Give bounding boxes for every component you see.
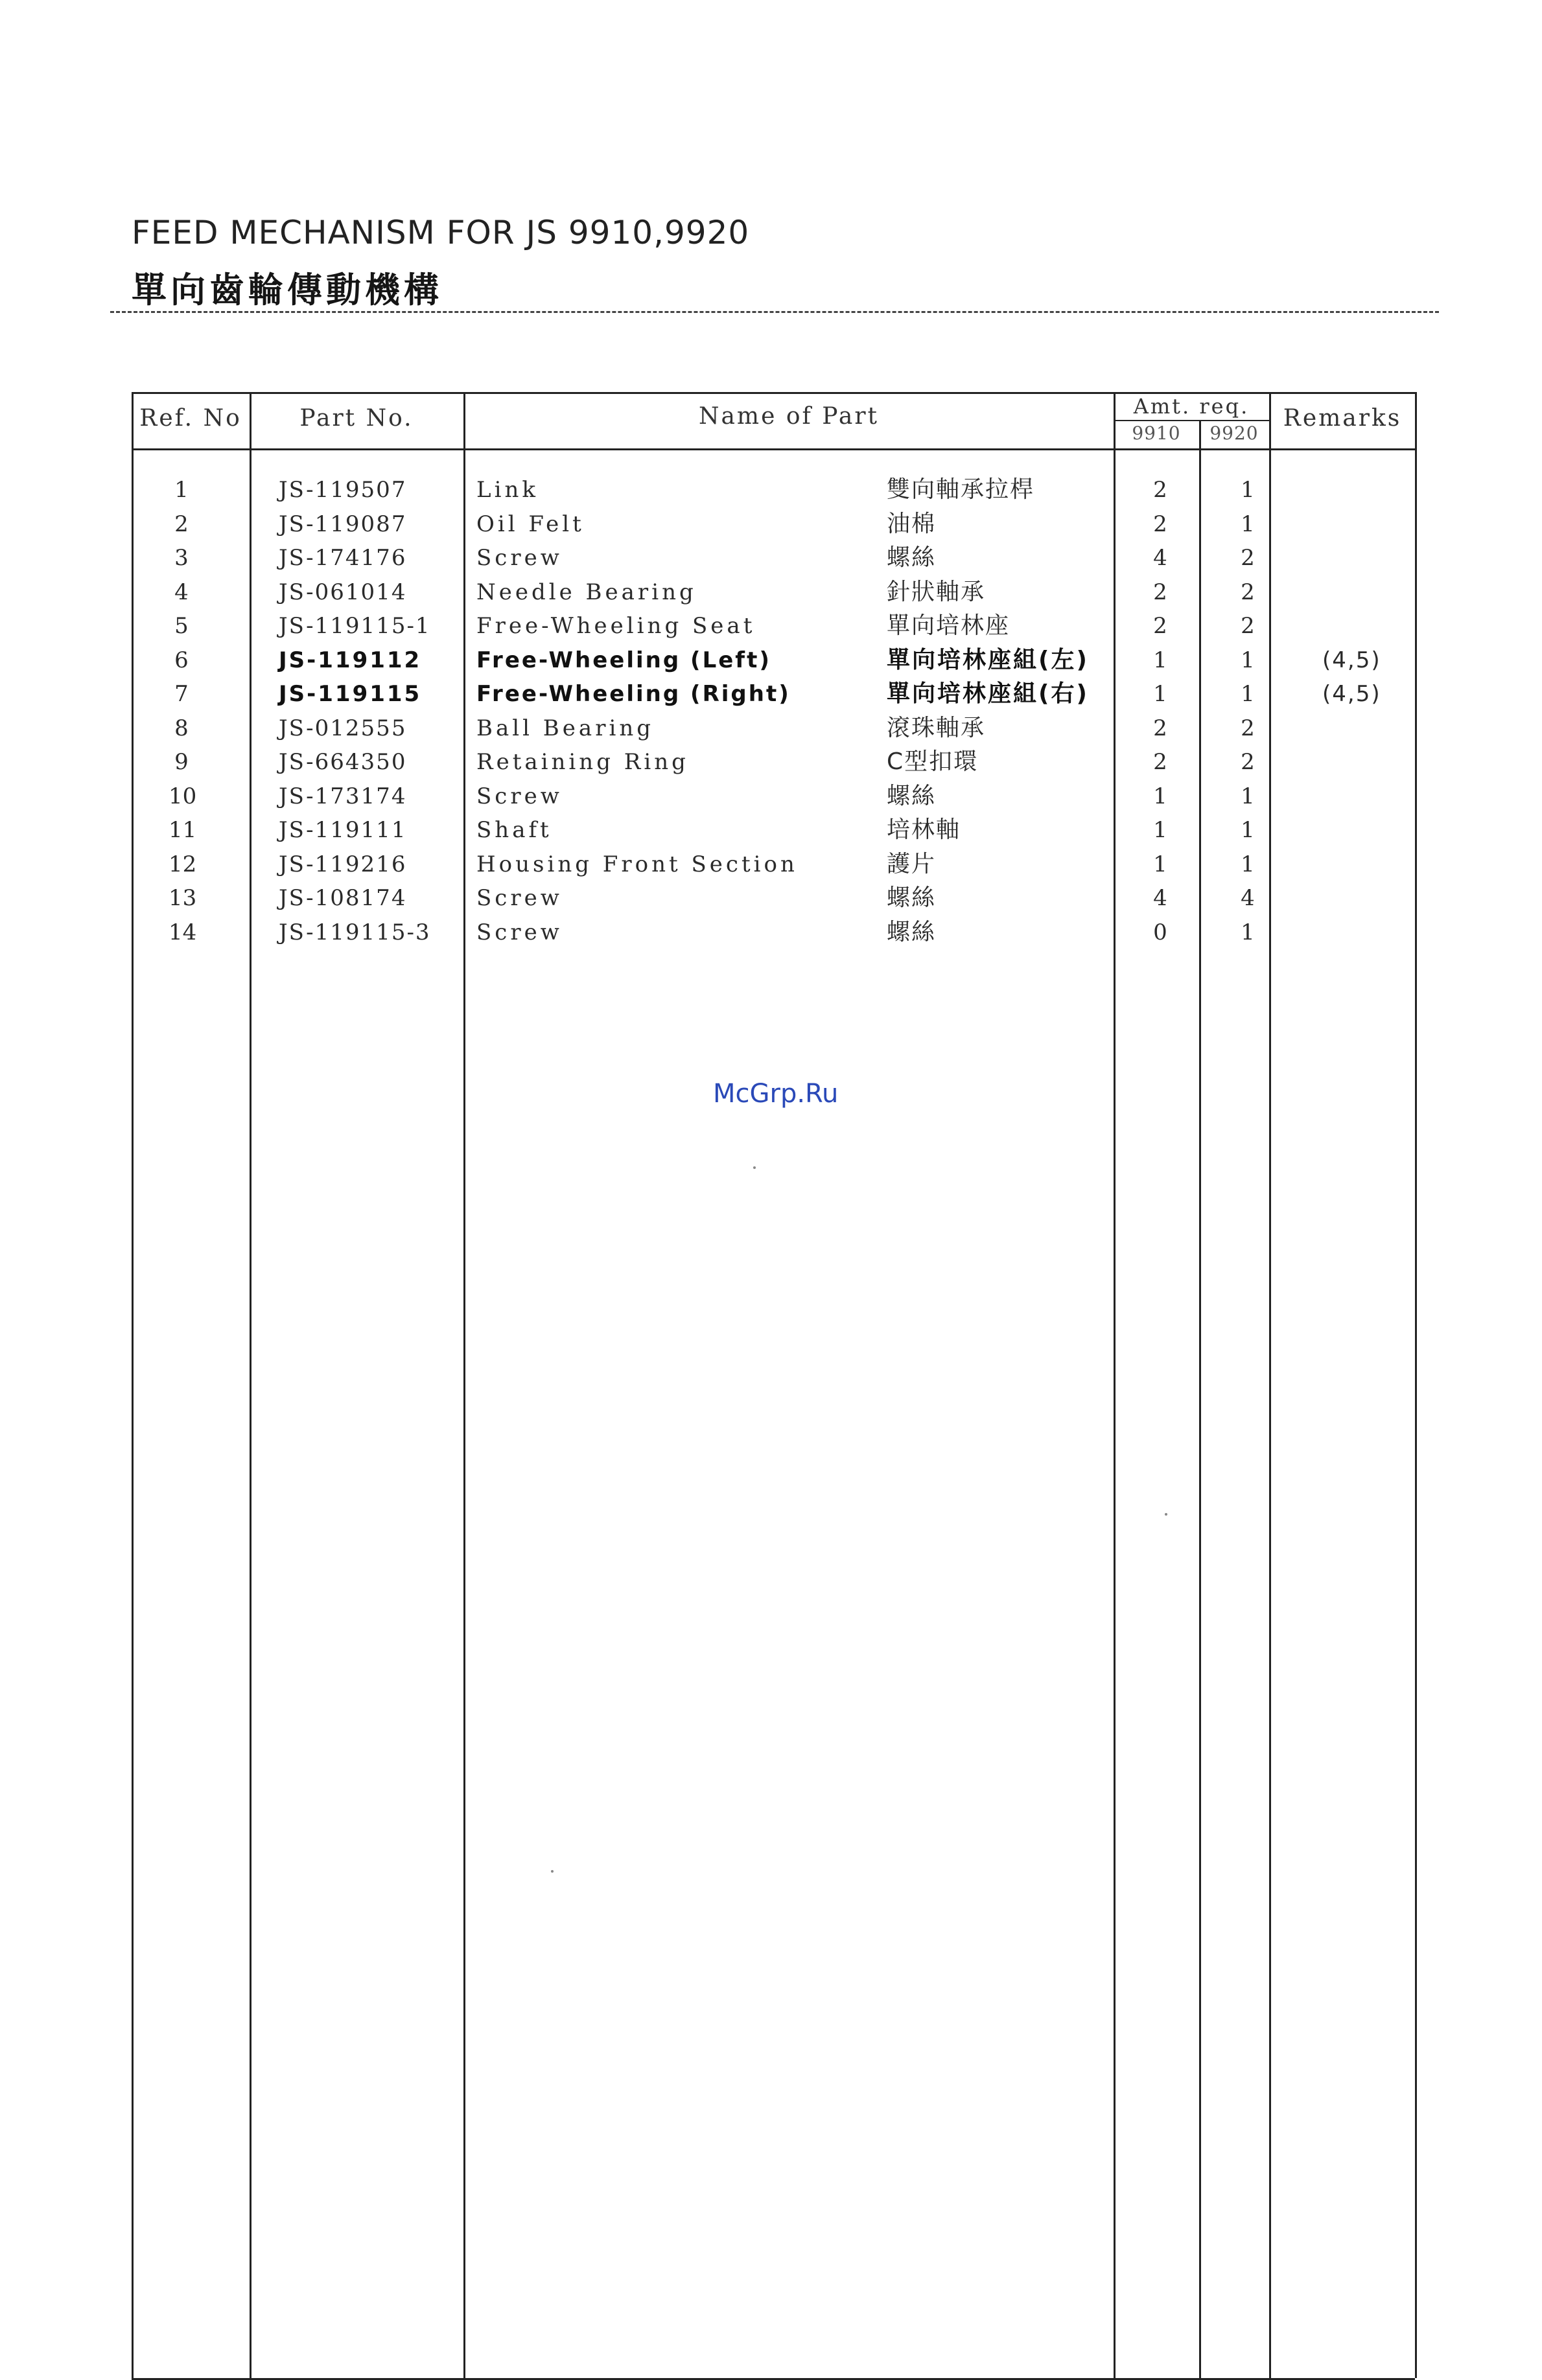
cell-part-no: JS-119087 xyxy=(279,511,407,537)
table-row xyxy=(0,507,1542,541)
cell-qty-9920: 2 xyxy=(1241,613,1255,639)
cell-part-name: Free-Wheeling (Right) xyxy=(476,681,791,707)
cell-qty-9910: 2 xyxy=(1153,511,1167,537)
cell-part-name: Oil Felt xyxy=(476,511,585,537)
cell-qty-9920: 4 xyxy=(1241,885,1255,911)
title-divider xyxy=(110,311,1439,313)
cell-qty-9910: 1 xyxy=(1153,681,1167,707)
scan-speck xyxy=(551,1870,554,1873)
cell-part-name-chinese: 螺絲 xyxy=(887,782,937,809)
header-amt-req: Amt. req. xyxy=(1133,394,1250,419)
cell-ref-no: 7 xyxy=(174,681,189,707)
cell-qty-9910: 1 xyxy=(1153,817,1167,843)
header-part-no: Part No. xyxy=(299,405,414,432)
table-row xyxy=(0,848,1542,881)
cell-part-name: Screw xyxy=(476,885,563,911)
cell-part-name: Screw xyxy=(476,919,563,945)
cell-qty-9910: 2 xyxy=(1153,749,1167,775)
cell-qty-9920: 1 xyxy=(1241,647,1255,673)
table-row xyxy=(0,916,1542,949)
cell-qty-9910: 2 xyxy=(1153,715,1167,741)
cell-qty-9920: 1 xyxy=(1241,919,1255,945)
cell-qty-9920: 1 xyxy=(1241,477,1255,503)
scan-speck xyxy=(753,1166,756,1169)
cell-qty-9910: 1 xyxy=(1153,647,1167,673)
cell-part-name-chinese: 單向培林座組(左) xyxy=(887,646,1089,673)
header-remarks: Remarks xyxy=(1283,405,1402,432)
header-ref-no: Ref. No xyxy=(139,405,242,432)
cell-part-no: JS-119507 xyxy=(279,477,407,503)
table-row xyxy=(0,780,1542,813)
cell-ref-no: 3 xyxy=(174,545,189,571)
cell-part-name: Screw xyxy=(476,545,563,571)
table-row xyxy=(0,677,1542,711)
cell-part-name-chinese: 單向培林座組(右) xyxy=(887,680,1089,707)
cell-ref-no: 5 xyxy=(174,613,189,639)
cell-qty-9910: 0 xyxy=(1153,919,1167,945)
header-amt-9910: 9910 xyxy=(1132,422,1181,444)
cell-part-name: Screw xyxy=(476,783,563,809)
cell-part-name-chinese: 螺絲 xyxy=(887,544,937,571)
cell-ref-no: 11 xyxy=(169,817,197,843)
cell-ref-no: 2 xyxy=(174,511,189,537)
cell-part-name-chinese: 雙向軸承拉桿 xyxy=(887,476,1035,503)
cell-part-no: JS-664350 xyxy=(279,749,407,775)
table-row xyxy=(0,541,1542,575)
table-row xyxy=(0,473,1542,507)
cell-ref-no: 10 xyxy=(169,783,197,809)
cell-qty-9910: 2 xyxy=(1153,613,1167,639)
cell-qty-9920: 1 xyxy=(1241,851,1255,877)
cell-part-name-chinese: C型扣環 xyxy=(887,748,979,775)
cell-part-name: Housing Front Section xyxy=(476,851,798,877)
cell-part-name-chinese: 針狀軸承 xyxy=(887,578,986,605)
cell-qty-9910: 2 xyxy=(1153,477,1167,503)
table-row xyxy=(0,711,1542,745)
cell-part-no: JS-119111 xyxy=(279,817,407,843)
cell-part-name: Link xyxy=(476,477,539,503)
table-row xyxy=(0,813,1542,847)
cell-qty-9910: 2 xyxy=(1153,579,1167,605)
cell-ref-no: 1 xyxy=(174,477,189,503)
amt-sub-divider xyxy=(1114,420,1269,421)
cell-qty-9910: 1 xyxy=(1153,783,1167,809)
cell-part-name: Needle Bearing xyxy=(476,579,697,605)
cell-ref-no: 8 xyxy=(174,715,189,741)
cell-part-name-chinese: 培林軸 xyxy=(887,816,961,843)
table-row xyxy=(0,881,1542,915)
cell-ref-no: 9 xyxy=(174,749,189,775)
page-title-english: FEED MECHANISM FOR JS 9910,9920 xyxy=(132,214,750,251)
cell-part-name: Ball Bearing xyxy=(476,715,654,741)
cell-qty-9920: 1 xyxy=(1241,783,1255,809)
cell-qty-9920: 1 xyxy=(1241,681,1255,707)
cell-qty-9910: 4 xyxy=(1153,545,1167,571)
cell-ref-no: 12 xyxy=(169,851,197,877)
cell-qty-9920: 2 xyxy=(1241,545,1255,571)
cell-qty-9920: 2 xyxy=(1241,579,1255,605)
cell-part-name: Free-Wheeling Seat xyxy=(476,613,756,639)
cell-part-no: JS-119112 xyxy=(279,647,422,673)
cell-part-name-chinese: 螺絲 xyxy=(887,884,937,911)
table-header-divider xyxy=(132,448,1415,450)
cell-qty-9920: 1 xyxy=(1241,511,1255,537)
table-row xyxy=(0,609,1542,643)
cell-part-no: JS-061014 xyxy=(279,579,407,605)
cell-part-name: Free-Wheeling (Left) xyxy=(476,647,771,673)
cell-remarks: (4,5) xyxy=(1322,681,1381,707)
header-name-of-part: Name of Part xyxy=(698,403,880,430)
cell-part-name: Retaining Ring xyxy=(476,749,689,775)
cell-qty-9910: 1 xyxy=(1153,851,1167,877)
cell-part-no: JS-119115-3 xyxy=(279,919,431,945)
cell-part-no: JS-119216 xyxy=(279,851,407,877)
cell-ref-no: 14 xyxy=(169,919,197,945)
cell-part-name-chinese: 螺絲 xyxy=(887,918,937,945)
header-amt-9920: 9920 xyxy=(1209,422,1259,444)
cell-qty-9920: 2 xyxy=(1241,749,1255,775)
page-title-chinese: 單向齒輪傳動機構 xyxy=(132,270,443,310)
cell-ref-no: 4 xyxy=(174,579,189,605)
cell-part-name-chinese: 滾珠軸承 xyxy=(887,714,986,741)
cell-qty-9920: 2 xyxy=(1241,715,1255,741)
table-row xyxy=(0,575,1542,609)
cell-ref-no: 6 xyxy=(174,647,189,673)
cell-part-name-chinese: 單向培林座 xyxy=(887,612,1010,639)
cell-part-no: JS-174176 xyxy=(279,545,407,571)
scan-speck xyxy=(1165,1513,1167,1516)
table-row xyxy=(0,643,1542,677)
watermark: McGrp.Ru xyxy=(713,1079,839,1109)
cell-part-no: JS-108174 xyxy=(279,885,407,911)
cell-part-no: JS-119115-1 xyxy=(279,613,431,639)
cell-part-no: JS-012555 xyxy=(279,715,407,741)
cell-qty-9910: 4 xyxy=(1153,885,1167,911)
cell-part-name: Shaft xyxy=(476,817,552,843)
cell-ref-no: 13 xyxy=(169,885,197,911)
cell-part-no: JS-173174 xyxy=(279,783,407,809)
cell-part-name-chinese: 護片 xyxy=(887,850,937,877)
table-row xyxy=(0,745,1542,779)
cell-part-name-chinese: 油棉 xyxy=(887,510,937,537)
cell-part-no: JS-119115 xyxy=(279,681,422,707)
cell-remarks: (4,5) xyxy=(1322,647,1381,673)
cell-qty-9920: 1 xyxy=(1241,817,1255,843)
